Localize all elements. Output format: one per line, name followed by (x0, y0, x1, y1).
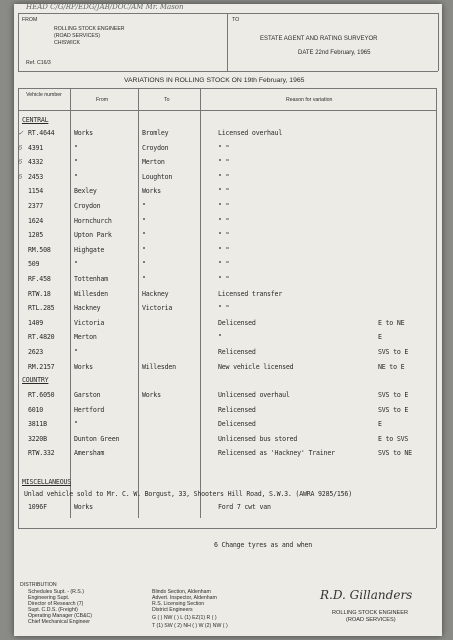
row-mark: 6 (18, 158, 22, 167)
distribution-middle-3: District Engineers (152, 607, 193, 613)
code-cell: SVS to E (378, 348, 409, 356)
code-cell: SVS to NE (378, 449, 412, 457)
reason-cell: " " (218, 143, 230, 152)
reason-cell: Licensed transfer (218, 289, 283, 298)
from-cell: Willesden (74, 289, 108, 298)
code-cell: E to NE (378, 318, 405, 327)
table-row (14, 391, 442, 401)
vehicle-number: 1205 (28, 231, 44, 240)
reason-cell: New vehicle licensed (218, 362, 294, 371)
reason-cell: Delicensed (218, 420, 256, 428)
reason-cell: " " (218, 260, 230, 269)
handwritten-annotation: HEAD C/G/RP/EDG/JAB/DOC/AM Mr. Mason (26, 4, 184, 11)
header-date: DATE 22nd February, 1965 (298, 50, 371, 56)
column-header-reason: Reason for variation (286, 97, 333, 103)
vehicle-number: 3811B (28, 420, 47, 428)
distribution-middle-1: Advert. Inspector, Aldenham (152, 595, 217, 601)
code-cell: NE to E (378, 362, 405, 371)
from-line-1: ROLLING STOCK ENGINEER (54, 26, 125, 32)
from-cell: Works (74, 362, 93, 371)
from-cell: Upton Park (74, 231, 112, 240)
distribution-middle-4: G ( ) NW ( ) L (1) EZ(1) R ( ) (152, 615, 217, 621)
table-row (14, 420, 442, 430)
table-row (14, 231, 442, 241)
table-row (14, 348, 442, 358)
sign-off-line-2: (ROAD SERVICES) (346, 617, 396, 623)
reason-cell: Unlicensed overhaul (218, 391, 290, 399)
from-cell: Croydon (74, 202, 101, 210)
to-cell: Hackney (142, 289, 169, 298)
section-heading-country: COUNTRY (22, 376, 49, 384)
vehicle-number: RF.458 (28, 275, 51, 283)
to-cell: " (142, 202, 146, 210)
vehicle-number: 1096F (28, 503, 47, 511)
distribution-left-4: Operating Manager (CB&C) (28, 613, 93, 619)
to-cell: Loughton (142, 172, 173, 181)
reason-cell: " " (218, 158, 230, 167)
from-cell: Garston (74, 391, 101, 399)
column-header-to: To (164, 97, 170, 103)
row-mark: 6 (18, 172, 22, 181)
vehicle-number: RTW.332 (28, 449, 55, 457)
vehicle-number: RT.4820 (28, 333, 55, 342)
reason-cell: Licensed overhaul (218, 129, 283, 137)
reason-cell: " " (218, 172, 230, 181)
distribution-middle-5: T (1) SW ( 2) NH ( ) W (2) NW ( ) (152, 623, 228, 629)
from-cell: Victoria (74, 318, 105, 327)
table-row (14, 202, 442, 212)
code-cell: SVS to E (378, 391, 409, 399)
reason-cell: " " (218, 245, 230, 254)
distribution-middle-2: R.S. Licensing Section (152, 601, 205, 607)
from-cell: Works (74, 129, 93, 137)
reason-cell: Relicensed as 'Hackney' Trainer (218, 449, 335, 457)
from-cell: Bexley (74, 187, 97, 196)
code-cell: E (378, 420, 382, 428)
reason-cell: " " (218, 231, 230, 240)
from-line-3: CHISWICK (54, 40, 80, 46)
from-cell: Merton (74, 333, 97, 342)
table-row (14, 246, 442, 256)
from-line-2: (ROAD SERVICES) (54, 33, 101, 39)
sign-off-line-1: ROLLING STOCK ENGINEER (332, 610, 409, 616)
column-header-from: From (96, 97, 109, 103)
vehicle-number: RTW.18 (28, 289, 51, 298)
reason-cell: " " (218, 304, 230, 313)
table-row (14, 435, 442, 445)
from-cell: Highgate (74, 245, 105, 254)
table-row (14, 144, 442, 154)
table-row (14, 129, 442, 139)
vehicle-number: 509 (28, 260, 40, 269)
reason-cell: Relicensed (218, 348, 256, 356)
vehicle-number: 6010 (28, 405, 44, 414)
vehicle-number: 4332 (28, 158, 44, 167)
table-row (14, 173, 442, 183)
vehicle-number: 1624 (28, 216, 44, 225)
section-heading-miscellaneous: MISCELLANEOUS (22, 478, 72, 486)
vehicle-number: RT.6050 (28, 391, 55, 399)
column-header-vehicle: Vehicle number (26, 92, 62, 98)
reason-cell: Ford 7 cwt van (218, 503, 271, 511)
vehicle-number: RM.508 (28, 245, 51, 254)
to-cell: Victoria (142, 304, 173, 313)
distribution-left-0: Schedules Supt. - (R.S.) (28, 589, 84, 595)
distribution-left-1: Engineering Supt. (28, 595, 70, 601)
footnote: 6 Change tyres as and when (214, 541, 313, 549)
from-cell: Tottenham (74, 275, 108, 283)
to-cell: " (142, 260, 146, 269)
from-cell: " (74, 260, 78, 269)
reason-cell: Unlicensed bus stored (218, 434, 298, 443)
code-cell: SVS to E (378, 405, 409, 414)
vehicle-number: 1409 (28, 318, 44, 327)
reason-cell: " " (218, 187, 230, 196)
distribution-label: DISTRIBUTION (20, 582, 57, 588)
signature: R.D. Gillanders (320, 588, 413, 602)
vehicle-number: 2377 (28, 202, 44, 210)
distribution-middle-0: Blinds Section, Aldenham (152, 589, 211, 595)
from-label: FROM (22, 17, 38, 23)
table-row (14, 304, 442, 314)
to-cell: Merton (142, 158, 165, 167)
to-cell: Bromley (142, 129, 169, 137)
vehicle-number: 3220B (28, 434, 47, 443)
table-row (14, 503, 442, 513)
misc-sale-note: Unlad vehicle sold to Mr. C. W. Borgust, 33, Shooters Hill Road, S.W.3. (AWRA 9285/156) (24, 490, 352, 498)
table-row (14, 333, 442, 343)
table-row (14, 363, 442, 373)
page-title: VARIATIONS IN ROLLING STOCK ON 19th February, 1965 (124, 77, 305, 84)
table-row (14, 158, 442, 168)
reason-cell: " (218, 333, 222, 342)
row-mark: 6 (18, 143, 22, 152)
to-cell: " (142, 275, 146, 283)
from-cell: Hackney (74, 304, 101, 313)
to-cell: Croydon (142, 143, 169, 152)
table-row (14, 187, 442, 197)
from-cell: " (74, 420, 78, 428)
table-row (14, 449, 442, 459)
reason-cell: Relicensed (218, 405, 256, 414)
reason-cell: Delicensed (218, 318, 256, 327)
from-cell: " (74, 172, 78, 181)
to-cell: " (142, 216, 146, 225)
document-sheet (14, 4, 442, 636)
from-cell: Amersham (74, 449, 105, 457)
table-row (14, 275, 442, 285)
distribution-left-5: Chief Mechanical Engineer (28, 619, 90, 625)
table-row (14, 319, 442, 329)
to-cell: Works (142, 187, 161, 196)
vehicle-number: 2623 (28, 348, 44, 356)
from-cell: Dunton Green (74, 434, 120, 443)
to-cell: Willesden (142, 362, 176, 371)
vehicle-number: 1154 (28, 187, 44, 196)
table-row (14, 290, 442, 300)
vehicle-number: RT.4644 (28, 129, 55, 137)
vehicle-number: RTL.285 (28, 304, 55, 313)
to-cell: Works (142, 391, 161, 399)
to-recipient: ESTATE AGENT AND RATING SURVEYOR (260, 36, 378, 42)
distribution-left-3: Supt. C.D.S. (Freight) (28, 607, 78, 613)
to-cell: " (142, 231, 146, 240)
from-cell: " (74, 143, 78, 152)
from-cell: " (74, 158, 78, 167)
reason-cell: " " (218, 202, 230, 210)
distribution-left-2: Director of Research (7) (28, 601, 84, 607)
row-mark: ✓ (18, 129, 24, 137)
from-cell: " (74, 348, 78, 356)
from-cell: Works (74, 503, 93, 511)
from-cell: Hertford (74, 405, 105, 414)
vehicle-number: 2453 (28, 172, 44, 181)
table-row (14, 217, 442, 227)
reason-cell: " " (218, 216, 230, 225)
table-row (14, 260, 442, 270)
code-cell: E to SVS (378, 434, 409, 443)
code-cell: E (378, 333, 382, 342)
reference-number: Ref. C16/3 (26, 60, 51, 66)
table-row (14, 406, 442, 416)
vehicle-number: 4391 (28, 143, 44, 152)
from-cell: Hornchurch (74, 216, 112, 225)
vehicle-number: RM.2157 (28, 362, 55, 371)
to-label: TO (232, 17, 240, 23)
to-cell: " (142, 245, 146, 254)
reason-cell: " " (218, 275, 230, 283)
section-heading-central: CENTRAL (22, 116, 49, 124)
